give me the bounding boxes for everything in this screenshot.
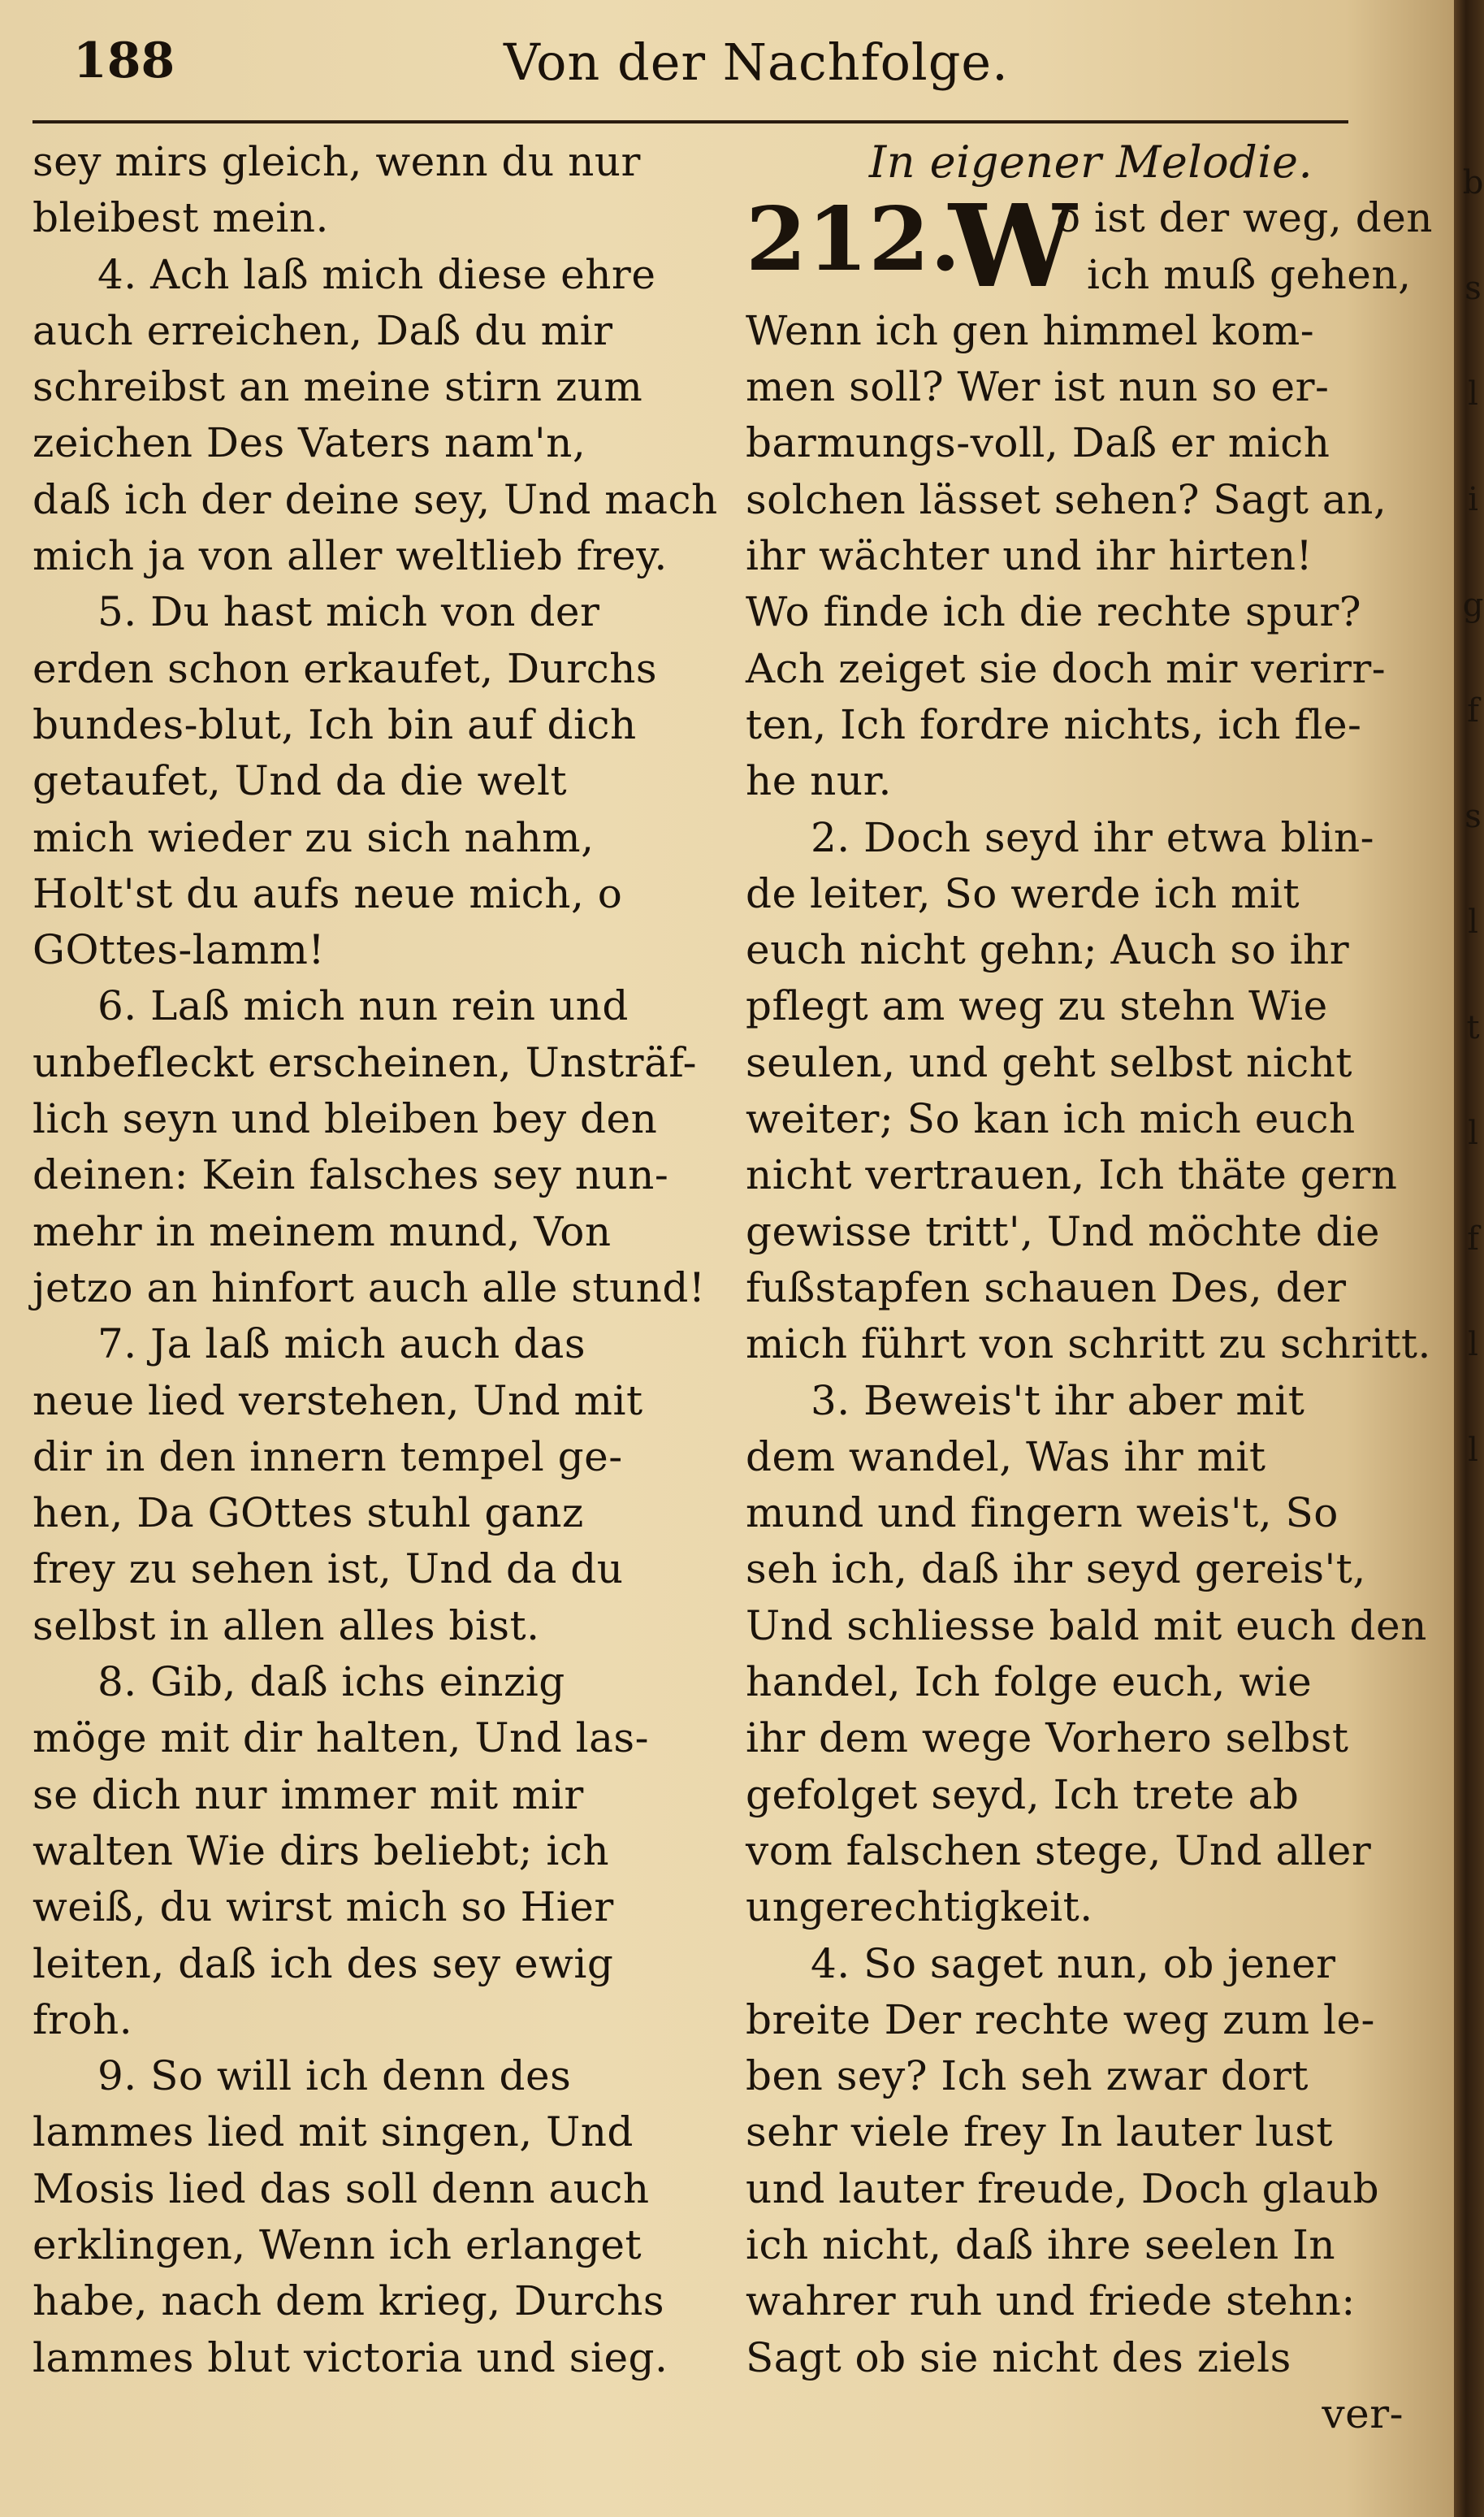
text-line: walten Wie dirs beliebt; ich xyxy=(32,1826,610,1874)
text-line: auch erreichen, Daß du mir xyxy=(32,306,613,354)
text-line: de leiter, So werde ich mit xyxy=(746,869,1300,917)
text-line: Mosis lied das soll denn auch xyxy=(32,2164,650,2212)
text-line: 4. Ach laß mich diese ehre xyxy=(97,250,656,298)
text-line: ben sey? Ich seh zwar dort xyxy=(746,2052,1309,2100)
text-line: ihr wächter und ihr hirten! xyxy=(746,532,1313,580)
text-line: wahrer ruh und friede stehn: xyxy=(746,2277,1356,2325)
text-line: habe, nach dem krieg, Durchs xyxy=(32,2277,665,2325)
text-line: 9. So will ich denn des xyxy=(97,2052,572,2100)
text-line: se dich nur immer mit mir xyxy=(32,1770,584,1818)
text-line: Ach zeiget sie doch mir verirr- xyxy=(746,644,1387,692)
text-line: mund und fingern weis't, So xyxy=(746,1489,1339,1537)
text-line: getaufet, Und da die welt xyxy=(32,757,568,805)
text-line: solchen lässet sehen? Sagt an, xyxy=(746,475,1387,523)
text-line: gefolget seyd, Ich trete ab xyxy=(746,1770,1300,1818)
edge-glyph: l xyxy=(1468,1115,1478,1152)
text-line: lich seyn und bleiben bey den xyxy=(32,1095,658,1143)
text-line: mich wieder zu sich nahm, xyxy=(32,813,595,861)
text-line: dem wandel, Was ihr mit xyxy=(746,1432,1266,1480)
text-line: bundes-blut, Ich bin auf dich xyxy=(32,700,637,748)
right-column-lines xyxy=(746,303,1436,2386)
text-line: fußstapfen schauen Des, der xyxy=(746,1263,1347,1311)
text-line: barmungs-voll, Daß er mich xyxy=(746,419,1330,467)
page-number: 188 xyxy=(73,32,175,89)
catchword: ver- xyxy=(1322,2389,1404,2437)
text-line: Wo finde ich die rechte spur? xyxy=(746,588,1362,636)
text-line: möge mit dir halten, Und las- xyxy=(32,1714,649,1762)
right-column xyxy=(746,134,1436,2442)
hymn-opening xyxy=(746,180,1436,314)
text-line: daß ich der deine sey, Und mach xyxy=(32,475,718,523)
text-line: weiter; So kan ich mich euch xyxy=(746,1095,1356,1143)
edge-glyph: f xyxy=(1467,1220,1479,1258)
text-line: frey zu sehen ist, Und da du xyxy=(32,1545,624,1593)
text-line: 4. So saget nun, ob jener xyxy=(811,1939,1336,1987)
edge-glyph: l xyxy=(1468,375,1478,413)
hymn-number: 212. xyxy=(746,188,962,292)
text-line: vom falschen stege, Und aller xyxy=(746,1826,1372,1874)
text-line: weiß, du wirst mich so Hier xyxy=(32,1883,614,1931)
text-line: mehr in meinem mund, Von xyxy=(32,1207,612,1255)
text-line: hen, Da GOttes stuhl ganz xyxy=(32,1489,584,1537)
edge-glyph: g xyxy=(1462,587,1484,624)
text-line: erklingen, Wenn ich erlanget xyxy=(32,2220,642,2268)
text-line: froh. xyxy=(32,1995,133,2043)
text-line: gewisse tritt', Und möchte die xyxy=(746,1207,1381,1255)
text-line: mich führt von schritt zu schritt. xyxy=(746,1320,1431,1368)
text-line: GOttes-lamm! xyxy=(32,926,325,974)
text-line: euch nicht gehn; Auch so ihr xyxy=(746,926,1350,974)
edge-glyph: t xyxy=(1466,1009,1480,1046)
edge-glyph: f xyxy=(1467,692,1479,730)
edge-glyph: i xyxy=(1468,481,1478,518)
text-line: ungerechtigkeit. xyxy=(746,1883,1093,1931)
edge-glyph: l xyxy=(1468,1326,1478,1363)
text-line: jetzo an hinfort auch alle stund! xyxy=(32,1263,706,1311)
text-line: schreibst an meine stirn zum xyxy=(32,363,643,411)
text-line: zeichen Des Vaters nam'n, xyxy=(32,419,586,467)
text-line: seh ich, daß ihr seyd gereis't, xyxy=(746,1545,1366,1593)
text-line: nicht vertrauen, Ich thäte gern xyxy=(746,1151,1398,1199)
text-line: ich nicht, daß ihre seelen In xyxy=(746,2220,1336,2268)
text-line: unbefleckt erscheinen, Unsträf- xyxy=(32,1038,698,1086)
text-line: deinen: Kein falsches sey nun- xyxy=(32,1151,669,1199)
text-line: neue lied verstehen, Und mit xyxy=(32,1376,643,1424)
hymn-second-line: ich muß gehen, xyxy=(1087,250,1412,298)
text-line: 2. Doch seyd ihr etwa blin- xyxy=(811,813,1375,861)
text-line: 7. Ja laß mich auch das xyxy=(97,1320,586,1368)
hymn-first-line: o ist der weg, den xyxy=(1056,194,1434,242)
text-line: Sagt ob sie nicht des ziels xyxy=(746,2333,1291,2381)
text-line: Holt'st du aufs neue mich, o xyxy=(32,869,623,917)
text-line: ten, Ich fordre nichts, ich fle- xyxy=(746,700,1362,748)
edge-glyph: b xyxy=(1462,164,1484,201)
text-line: pflegt am weg zu stehn Wie xyxy=(746,982,1328,1030)
text-line: sey mirs gleich, wenn du nur xyxy=(32,138,641,185)
text-line: 5. Du hast mich von der xyxy=(97,588,600,636)
text-line: sehr viele frey In lauter lust xyxy=(746,2108,1333,2156)
text-line: lammes lied mit singen, Und xyxy=(32,2108,634,2156)
text-line: breite Der rechte weg zum le- xyxy=(746,1995,1375,2043)
running-head: Von der Nachfolge. xyxy=(504,32,1009,92)
text-line: men soll? Wer ist nun so er- xyxy=(746,363,1330,411)
text-line: und lauter freude, Doch glaub xyxy=(746,2164,1380,2212)
text-line: Wenn ich gen himmel kom- xyxy=(746,306,1315,354)
facing-page-edge xyxy=(1462,130,1484,1503)
text-line: erden schon erkaufet, Durchs xyxy=(32,644,658,692)
header-rule xyxy=(32,120,1348,123)
text-line: Und schliesse bald mit euch den xyxy=(746,1601,1427,1649)
text-line: handel, Ich folge euch, wie xyxy=(746,1658,1313,1706)
edge-glyph: l xyxy=(1468,903,1478,941)
text-line: leiten, daß ich des sey ewig xyxy=(32,1939,614,1987)
edge-glyph: l xyxy=(1468,1432,1478,1469)
text-line: bleibest mein. xyxy=(32,194,329,242)
text-line: ihr dem wege Vorhero selbst xyxy=(746,1714,1349,1762)
left-column xyxy=(32,134,723,2386)
text-line: he nur. xyxy=(746,757,892,805)
text-line: 3. Beweis't ihr aber mit xyxy=(811,1376,1305,1424)
text-line: 6. Laß mich nun rein und xyxy=(97,982,629,1030)
text-line: dir in den innern tempel ge- xyxy=(32,1432,623,1480)
edge-glyph: s xyxy=(1465,270,1482,307)
text-line: 8. Gib, daß ichs einzig xyxy=(97,1658,565,1706)
text-line: selbst in allen alles bist. xyxy=(32,1601,540,1649)
drop-capital: W xyxy=(949,180,1077,314)
text-line: mich ja von aller weltlieb frey. xyxy=(32,532,668,580)
page-header xyxy=(73,32,1421,106)
melody-note: In eigener Melodie. xyxy=(868,136,1313,188)
edge-glyph: s xyxy=(1465,798,1482,835)
text-line: seulen, und geht selbst nicht xyxy=(746,1038,1352,1086)
text-line: lammes blut victoria und sieg. xyxy=(32,2333,668,2381)
